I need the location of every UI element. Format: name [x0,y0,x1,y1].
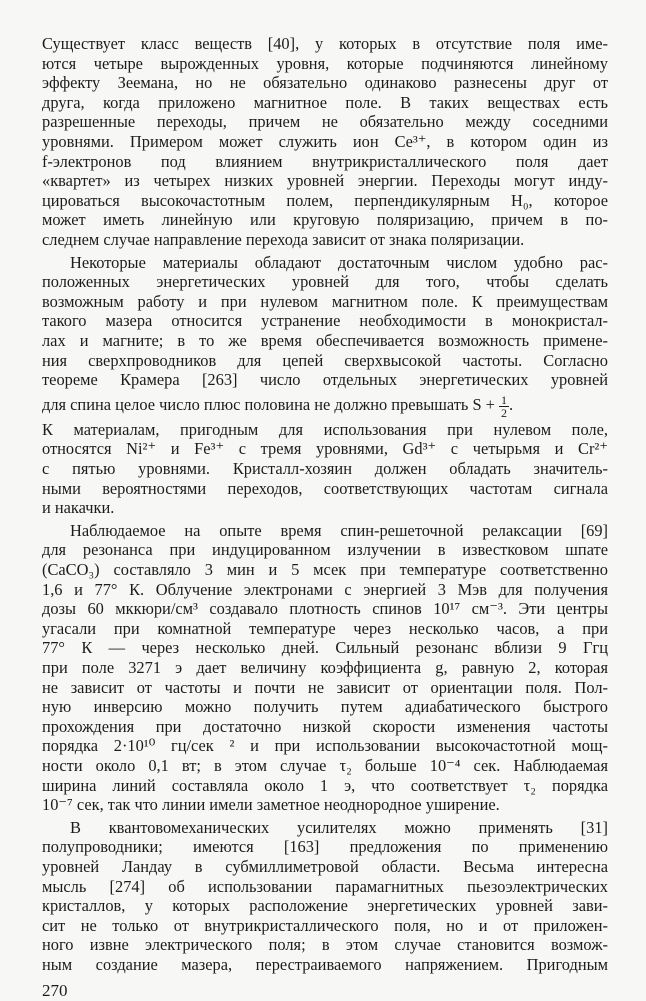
text-line: такого мазера относится устранение необходимости в монокристал- [42,311,608,331]
text-line: лах и магните; в то же время обеспечивается возможность примене- [42,331,608,350]
fraction [499,394,509,419]
text-line: ного извне электрического поля; в этом случае становится возмож- [42,935,608,955]
text-line: не зависит от частоты и почти не зависит от ориентации поля. Пол- [42,677,608,697]
text-line: полупроводники; имеются [163] предложения по применению [42,837,608,857]
text-line: разрешенные переходы, причем не обязательно между соседними [42,112,608,132]
text-line: с пятью уровнями. Кристалл-хозяин должен обладать значитель- [42,459,608,478]
text-line: может иметь линейную или круговую поляризацию, причем в по- [42,210,608,230]
text-line: (CaCO₃) составляло 3 мин и 5 мсек при температуре соответственно [42,560,608,579]
text-line: Некоторые материалы обладают достаточным числом удобно рас- [70,252,608,272]
text-line: мысль [274] об использовании парамагнитных пьезоэлектрических [42,876,608,896]
text-line: относятся Ni²⁺ и Fe³⁺ с тремя уровнями, Gd³⁺ с четырьмя и Cr²⁺ [42,439,608,459]
text-line: цироваться высокочастотным полем, перпендикулярным H₀, которое [42,190,608,210]
text-line: угасали при комнатной температуре через несколько часов, а при [42,618,608,638]
text-line-body: для спина целое число плюс половина не должно превышать S + [42,394,495,414]
text-line: сит не только от внутрикристаллического поля, но и от приложен- [42,915,608,935]
text-line: друга, когда приложено магнитное поле. В таких веществах есть [42,92,608,112]
fraction-period: . [509,394,514,414]
text-line: и накачки. [42,498,115,518]
text-line: ния сверхпроводников для цепей сверхвысокой частоты. Согласно [42,350,608,370]
text-line: для резонанса при индуцированном излучении в известковом шпате [42,540,608,560]
text-line: ности около 0,1 вт; в этом случае τ₂ больше 10⁻⁴ сек. Наблюдаемая [42,756,608,775]
text-line: 1,6 и 77° К. Облучение электронами с энергией 3 Мэв для получения [42,579,608,599]
fraction-denominator: 2 [501,405,508,420]
fraction-numerator: 1 [501,392,508,407]
text-line: уровней Ландау в субмиллиметровой области. Весьма интересна [42,857,608,876]
text-line: Наблюдаемое на опыте время спин-решеточной релаксации [69] [70,520,608,540]
text-line: кристаллов, у которых расположение энергетических уровней зави- [42,896,608,916]
text-line: при поле 3271 э дает величину коэффициента g, равную 2, которая [42,658,608,677]
text-line: «квартет» из четырех низких уровней энергии. Переходы могут инду- [42,171,608,191]
text-line: уровнями. Примером может служить ион Ce³⁺, в котором один из [42,132,608,151]
text-line-with-fraction [42,390,608,420]
text-line: положенных энергетических уровней для того, чтобы сделать [42,272,608,292]
text-line: К материалам, пригодным для использования при нулевом поле, [42,419,608,439]
text-line: эффекту Зеемана, но не обязательно одинаково разнесены друг от [42,73,608,93]
text-line: возможным работу и при нулевом магнитном поле. К преимуществам [42,291,608,311]
text-line: ширина линий составляла около 1 э, что соответствует τ₂ порядка [42,775,608,795]
text-line: f-электронов под влиянием внутрикристаллического поля дает [42,151,608,171]
text-line: ются четыре вырожденных уровня, которые подчиняются линейному [42,53,608,73]
text-line: ными вероятностями переходов, соответствующих частотам сигнала [42,478,608,498]
text-line: В квантовомеханических усилителях можно применять [31] [70,817,608,837]
text-line: дозы 60 мккюри/см³ создавало плотность спинов 10¹⁷ см⁻³. Эти центры [42,599,608,619]
text-line: ную инверсию можно получить путем адиабатического быстрого [42,697,608,717]
text-line: прохождения при достаточно низкой скорости изменения частоты [42,716,608,736]
page-number: 270 [42,980,68,1000]
text-line: теореме Крамера [263] число отдельных энергетических уровней [42,370,608,390]
text-line: 10⁻⁷ сек, так что линии имели заметное неоднородное уширение. [42,795,500,815]
text-line: ным создание мазера, перестраиваемого напряжением. Пригодным [42,955,608,974]
text-line: следнем случае направление перехода зависит от знака поляризации. [42,230,525,249]
text-line: порядка 2·10¹⁰ гц/сек ² и при использовании высокочастотной мощ- [42,736,608,756]
text-line: 77° К — через несколько дней. Сильный резонанс вблизи 9 Ггц [42,638,608,658]
text-line: Существует класс веществ [40], у которых в отсутствие поля име- [42,34,608,53]
